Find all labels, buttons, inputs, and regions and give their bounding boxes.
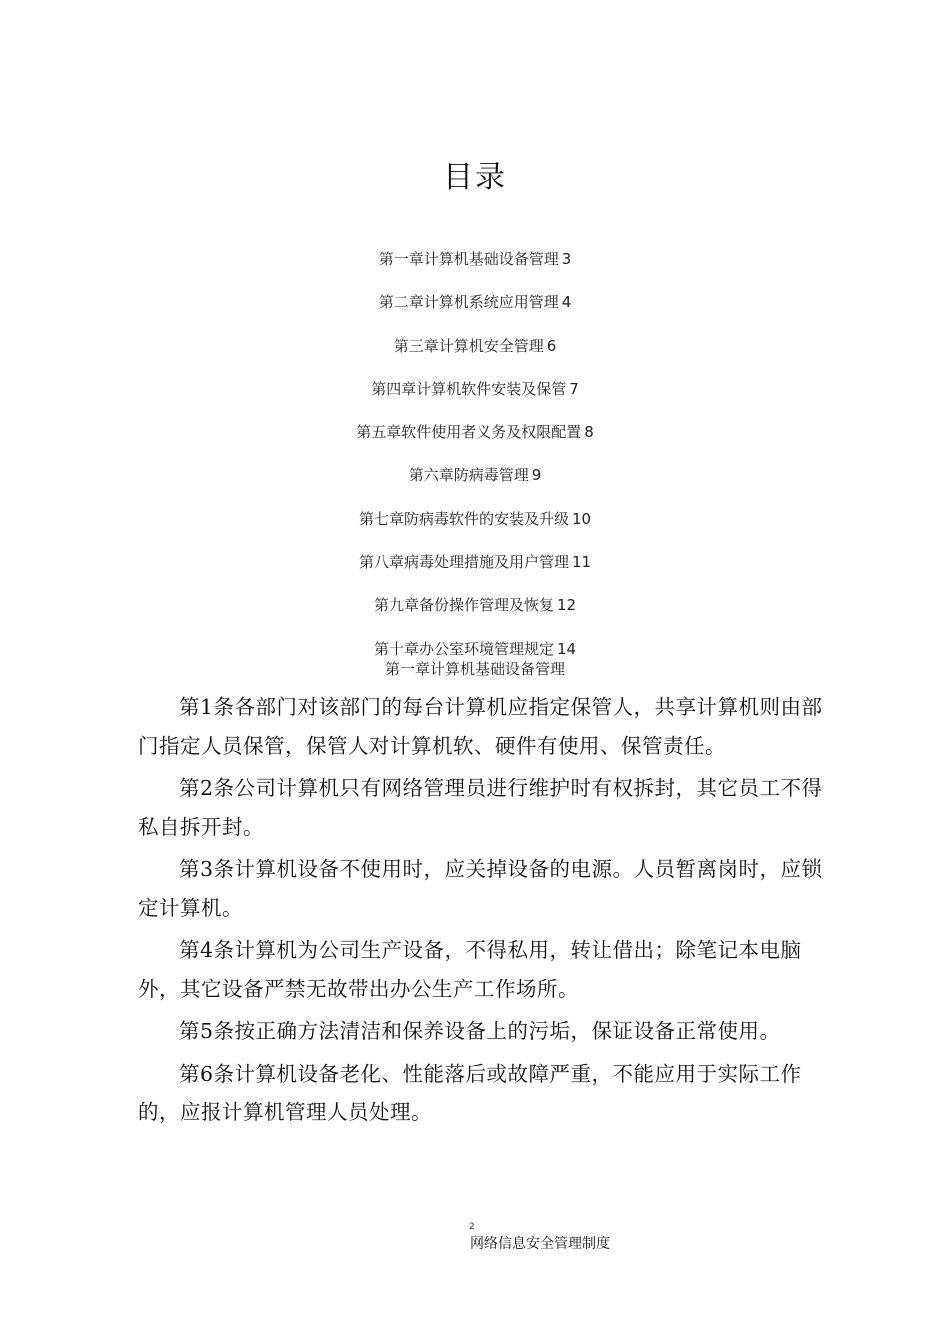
toc-item-label: 第十章办公室环境管理规定 [373,639,554,658]
page-number: 2 [469,1222,475,1232]
article-paragraph: 第5条按正确方法清洁和保养设备上的污垢，保证设备正常使用。 [179,1019,781,1043]
toc-item-label: 第三章计算机安全管理 [393,336,544,355]
toc-title: 目录 [443,160,507,196]
article-paragraph: 第4条计算机为公司生产设备，不得私用，转让借出；除笔记本电脑外，其它设备严禁无故带出办公生产工作场所。 [138,938,802,1001]
toc-item-page: 6 [546,336,557,355]
toc-item[interactable] [0,418,950,461]
toc-item-label: 第六章防病毒管理 [408,466,529,485]
table-of-contents [0,245,950,678]
chapter-heading: 第一章计算机基础设备管理 [384,660,565,678]
toc-item-page: 14 [556,639,577,658]
toc-item[interactable] [0,461,950,504]
toc-item-label: 第五章软件使用者义务及权限配置 [356,423,582,442]
toc-item-page: 7 [569,379,579,398]
toc-item[interactable] [0,505,950,548]
toc-item[interactable] [0,375,950,418]
toc-item-page: 11 [571,553,592,572]
footer-document-title: 网络信息安全管理制度 [470,1236,610,1252]
toc-item-page: 4 [561,293,572,312]
toc-item-page: 3 [561,250,572,268]
article-paragraph: 第3条计算机设备不使用时，应关掉设备的电源。人员暂离岗时，应锁定计算机。 [138,857,823,920]
toc-item-page: 8 [584,423,594,442]
toc-item-label: 第四章计算机软件安装及保管 [371,379,567,398]
toc-item[interactable] [0,332,950,375]
toc-item[interactable] [0,591,950,634]
toc-item-label: 第一章计算机基础设备管理 [378,250,559,268]
toc-item-page: 12 [556,596,577,615]
article-paragraph: 第1条各部门对该部门的每台计算机应指定保管人，共享计算机则由部门指定人员保管，保管人对计算机软、硬件有使用、保管责任。 [138,695,823,758]
toc-item-label: 第八章病毒处理措施及用户管理 [358,553,569,572]
article-paragraph: 第6条计算机设备老化、性能落后或故障严重，不能应用于实际工作的，应报计算机管理人员处理。 [138,1061,802,1124]
article-paragraph: 第2条公司计算机只有网络管理员进行维护时有权拆封，其它员工不得私自拆开封。 [138,776,823,839]
toc-item[interactable] [0,288,950,331]
toc-item-label: 第七章防病毒软件的安装及升级 [358,509,569,528]
toc-item[interactable] [0,245,950,288]
toc-item-label: 第二章计算机系统应用管理 [378,293,559,312]
toc-item[interactable] [0,548,950,591]
chapter-body [138,688,828,1136]
toc-item-page: 9 [531,466,542,485]
toc-item-label: 第九章备份操作管理及恢复 [373,596,554,615]
toc-item-page: 10 [571,509,592,528]
